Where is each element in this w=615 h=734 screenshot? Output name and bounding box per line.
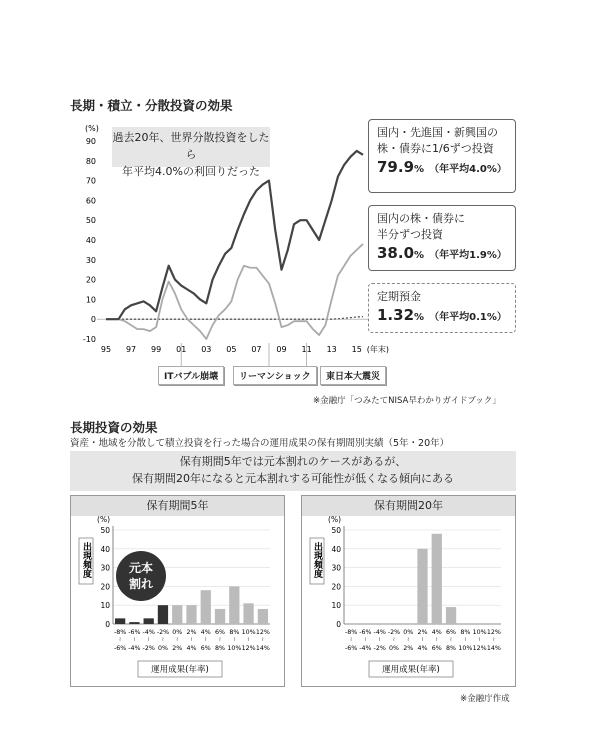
callout-balanced-six-line2: 株・債券に1/6ずつ投資 bbox=[377, 142, 494, 155]
bar-20y-y-unit: (%) bbox=[328, 515, 341, 524]
callout-domestic-half-line2: 半分ずつ投資 bbox=[377, 228, 443, 241]
bar-20y-x-tick-sep: ≀ bbox=[449, 636, 453, 643]
bar-5y-x-tick-top: 12% bbox=[255, 629, 270, 636]
bar-20y-x-tick-sep: ≀ bbox=[492, 636, 495, 643]
bar-5y-y-tick: 10 bbox=[100, 601, 110, 611]
bar-5y-bar bbox=[129, 622, 139, 624]
event-lehman-shock: リーマンショック bbox=[233, 366, 317, 385]
bar-5y-x-tick-bot: 6% bbox=[200, 645, 211, 652]
bar-5y-x-tick-top: 10% bbox=[241, 629, 256, 636]
callout-domestic-half-pct: % bbox=[414, 250, 425, 261]
bar-20y-x-tick-bot: -2% bbox=[373, 645, 386, 652]
bar-5y-bar bbox=[243, 603, 253, 624]
bar-5y-x-tick-bot: 2% bbox=[172, 645, 183, 652]
line-chart-y-tick: 70 bbox=[85, 176, 96, 186]
line-chart-x-tick: 05 bbox=[226, 345, 237, 354]
bar-5y-x-tick-bot: 0% bbox=[157, 645, 168, 652]
bar-20y-x-tick-sep: ≀ bbox=[435, 636, 438, 643]
bar-5y-y-unit: (%) bbox=[97, 515, 110, 524]
bar-20y-x-tick-top: 2% bbox=[417, 629, 428, 636]
event-earthquake: 東日本大震災 bbox=[320, 366, 386, 385]
bar-5y-x-tick-sep: ≀ bbox=[147, 636, 150, 643]
bar-5y-x-tick-bot: 12% bbox=[241, 645, 256, 652]
callout-deposit-pct: % bbox=[414, 312, 425, 323]
bar-5y-x-tick-top: -4% bbox=[142, 629, 155, 636]
callout-deposit-avg: （年平均0.1%） bbox=[429, 312, 507, 323]
bar-5y-y-tick: 50 bbox=[100, 526, 110, 535]
bar-20y-x-tick-sep: ≀ bbox=[350, 636, 353, 643]
line-chart-x-tick: 15 bbox=[351, 345, 362, 354]
bar-20y-bar bbox=[417, 549, 427, 624]
section1-title: 長期・積立・分散投資の効果 bbox=[70, 98, 233, 113]
bar-5y-y-tick: 20 bbox=[100, 582, 110, 592]
bar-20y-x-tick-sep: ≀ bbox=[421, 636, 424, 643]
bar-5y-x-tick-top: 2% bbox=[186, 629, 197, 636]
callout-balanced-six-pct: % bbox=[414, 164, 425, 175]
bar-20y-x-tick-bot: -6% bbox=[345, 645, 358, 652]
section1-source: ※金融庁「つみたてNISA早わかりガイドブック」 bbox=[313, 396, 501, 406]
bar-20y-x-tick-bot: 6% bbox=[431, 645, 442, 652]
bar-5y-x-tick-sep: ≀ bbox=[133, 636, 136, 643]
line-chart-x-tick: 09 bbox=[276, 345, 287, 354]
bar-5y-x-tick-sep: ≀ bbox=[161, 636, 165, 643]
bar-20y-y-label: 出現頻度 bbox=[312, 542, 322, 578]
bar-5y-bar bbox=[215, 609, 225, 624]
bar-20y-x-tick-top: 8% bbox=[460, 629, 471, 636]
bar-20y-y-tick: 10 bbox=[331, 601, 341, 611]
line-chart-y-tick: 30 bbox=[85, 255, 96, 265]
bar-5y-x-tick-bot: -6% bbox=[114, 645, 127, 652]
bar-5y-x-tick-bot: -2% bbox=[142, 645, 155, 652]
bar-20y-bar bbox=[446, 607, 456, 624]
line-chart-y-tick: 60 bbox=[85, 196, 96, 206]
bar-5y-x-tick-bot: 8% bbox=[215, 645, 226, 652]
bar-5y-x-tick-top: 8% bbox=[229, 629, 240, 636]
bar-20y-x-tick-top: -2% bbox=[387, 629, 401, 636]
bar-20y-x-tick-top: 0% bbox=[403, 629, 414, 636]
bar-5y-bar bbox=[229, 586, 239, 624]
bar-5y-bar bbox=[186, 605, 196, 624]
bar-5y-x-tick-top: 4% bbox=[200, 629, 211, 636]
bar-20y-x-tick-top: 10% bbox=[472, 629, 487, 636]
bar-20y-x-tick-top: -4% bbox=[373, 629, 386, 636]
bar-5y-x-tick-top: 6% bbox=[215, 629, 226, 636]
line-chart-x-tick: 95 bbox=[100, 345, 112, 354]
bar-20y-x-tick-sep: ≀ bbox=[464, 636, 467, 643]
bar-20y-x-tick-bot: -4% bbox=[359, 645, 372, 652]
line-chart-x-tick: 11 bbox=[301, 345, 312, 354]
bar-20y-x-label: 運用成果(年率) bbox=[382, 665, 440, 675]
principal-loss-stamp bbox=[116, 551, 166, 601]
bar-20y-x-tick-top: -6% bbox=[359, 629, 372, 636]
bar-5y-x-tick-bot: 14% bbox=[255, 645, 270, 652]
bar-20y-y-tick: 20 bbox=[331, 582, 341, 592]
line-chart-y-tick: -10 bbox=[82, 335, 96, 344]
bar-5y-x-tick-sep: ≀ bbox=[218, 636, 222, 643]
callout-domestic-half-value: 38.0 bbox=[377, 244, 415, 262]
bar-5y-y-label: 出現頻度 bbox=[81, 542, 91, 578]
bar-20y-x-tick-bot: 4% bbox=[417, 645, 428, 652]
panel-5-years-title: 保有期間5年 bbox=[71, 496, 284, 516]
bar-5y-x-tick-top: 0% bbox=[172, 629, 183, 636]
principal-loss-stamp-line1: 元本 bbox=[128, 561, 153, 575]
bar-20y-y-tick: 30 bbox=[331, 563, 341, 573]
bar-5y-bar bbox=[258, 609, 268, 624]
line-chart-y-tick: 90 bbox=[85, 137, 96, 146]
bar-5y-y-tick: 30 bbox=[100, 563, 110, 573]
section2-subtitle: 資産・地域を分散して積立投資を行った場合の運用成果の保有期間別実績（5年・20年） bbox=[70, 438, 450, 449]
bar-5y-x-tick-bot: -4% bbox=[128, 645, 141, 652]
line-chart-y-tick: 0 bbox=[90, 315, 96, 325]
section2-banner-line2: 保有期間20年になると元本割れする可能性が低くなる傾向にある bbox=[132, 472, 454, 485]
line-chart-y-tick: 20 bbox=[85, 275, 96, 285]
bar-5y-x-tick-top: -6% bbox=[128, 629, 141, 636]
headline-note-line1: 過去20年、世界分散投資をしたら bbox=[112, 131, 270, 161]
section2-title: 長期投資の効果 bbox=[70, 420, 158, 435]
callout-domestic-half-line1: 国内の株・債券に bbox=[377, 212, 465, 225]
bar-5y-x-tick-sep: ≀ bbox=[247, 636, 250, 643]
bar-5y-x-tick-sep: ≀ bbox=[261, 636, 264, 643]
panel-20-years-title: 保有期間20年 bbox=[302, 496, 515, 516]
bar-20y-x-tick-bot: 12% bbox=[472, 645, 487, 652]
bar-5y-bar bbox=[115, 618, 125, 624]
line-chart-y-tick: 50 bbox=[85, 216, 96, 226]
bar-20y-x-tick-bot: 14% bbox=[486, 645, 501, 652]
bar-5y-x-tick-top: -8% bbox=[114, 629, 127, 636]
bar-20y-x-tick-sep: ≀ bbox=[392, 636, 396, 643]
line-chart-x-tick: 07 bbox=[251, 345, 262, 354]
bar-20y-x-tick-top: 4% bbox=[431, 629, 442, 636]
bar-5y-x-tick-sep: ≀ bbox=[204, 636, 207, 643]
bar-20y-y-tick: 40 bbox=[331, 544, 341, 554]
line-chart-y-tick: 10 bbox=[85, 295, 96, 305]
callout-deposit-line1: 定期預金 bbox=[377, 290, 421, 303]
bar-20y-x-tick-bot: 8% bbox=[446, 645, 457, 652]
headline-note-line2: 年平均4.0%の利回りだった bbox=[122, 165, 260, 178]
callout-deposit-value: 1.32 bbox=[377, 306, 415, 324]
bar-5y-x-tick-sep: ≀ bbox=[190, 636, 193, 643]
line-chart-x-tick: 03 bbox=[201, 345, 212, 354]
bar-20y-y-tick: 50 bbox=[331, 526, 341, 535]
event-it-bubble: ITバブル崩壊 bbox=[158, 366, 224, 385]
principal-loss-stamp-line2: 割れ bbox=[128, 577, 153, 591]
bar-20y-x-tick-sep: ≀ bbox=[364, 636, 367, 643]
bar-5y-x-tick-top: -2% bbox=[156, 629, 170, 636]
line-chart-y-tick: 40 bbox=[85, 236, 96, 245]
bar-20y-x-tick-sep: ≀ bbox=[407, 636, 410, 643]
bar-20y-x-tick-sep: ≀ bbox=[478, 636, 481, 643]
bar-20y-x-tick-top: 6% bbox=[446, 629, 457, 636]
bar-20y-x-tick-sep: ≀ bbox=[378, 636, 381, 643]
bar-5y-x-tick-sep: ≀ bbox=[176, 636, 179, 643]
line-chart-x-tick: 99 bbox=[151, 345, 162, 354]
line-chart-x-tick: 97 bbox=[125, 345, 137, 354]
bar-5y-bar bbox=[201, 590, 211, 624]
bar-5y-x-tick-sep: ≀ bbox=[233, 636, 236, 643]
line-chart-x-tick: 13 bbox=[326, 345, 337, 354]
bar-5y-y-tick: 0 bbox=[105, 620, 110, 629]
callout-balanced-six-value: 79.9 bbox=[377, 158, 415, 176]
bar-5y-bar bbox=[158, 605, 168, 624]
callout-domestic-half-avg: （年平均1.9%） bbox=[429, 250, 507, 261]
bar-5y-x-tick-sep: ≀ bbox=[119, 636, 122, 643]
bar-5y-x-label: 運用成果(年率) bbox=[151, 665, 209, 675]
line-chart-x-tick: 01 bbox=[176, 345, 187, 354]
bar-5y-bar bbox=[172, 605, 182, 624]
bar-20y-x-tick-top: 12% bbox=[486, 629, 501, 636]
bar-20y-x-tick-bot: 10% bbox=[458, 645, 473, 652]
bar-20y-x-tick-top: -8% bbox=[345, 629, 358, 636]
bar-20y-y-tick: 0 bbox=[336, 620, 341, 629]
bar-5y-x-tick-bot: 4% bbox=[186, 645, 197, 652]
section2-banner-line1: 保有期間5年では元本割れのケースがあるが、 bbox=[179, 455, 407, 468]
bar-20y-x-tick-bot: 2% bbox=[403, 645, 414, 652]
line-chart-y-unit: (%) bbox=[85, 124, 99, 133]
callout-balanced-six-line1: 国内・先進国・新興国の bbox=[377, 126, 498, 139]
line-chart-x-unit: (年末) bbox=[366, 345, 389, 354]
bar-20y-x-tick-bot: 0% bbox=[388, 645, 399, 652]
line-chart-y-tick: 80 bbox=[85, 156, 96, 166]
callout-balanced-six-avg: （年平均4.0%） bbox=[429, 164, 507, 175]
bar-5y-y-tick: 40 bbox=[100, 544, 110, 554]
section2-source: ※金融庁作成 bbox=[460, 694, 510, 704]
bar-5y-x-tick-bot: 10% bbox=[227, 645, 242, 652]
bar-20y-bar bbox=[432, 534, 442, 624]
bar-5y-bar bbox=[144, 618, 154, 624]
